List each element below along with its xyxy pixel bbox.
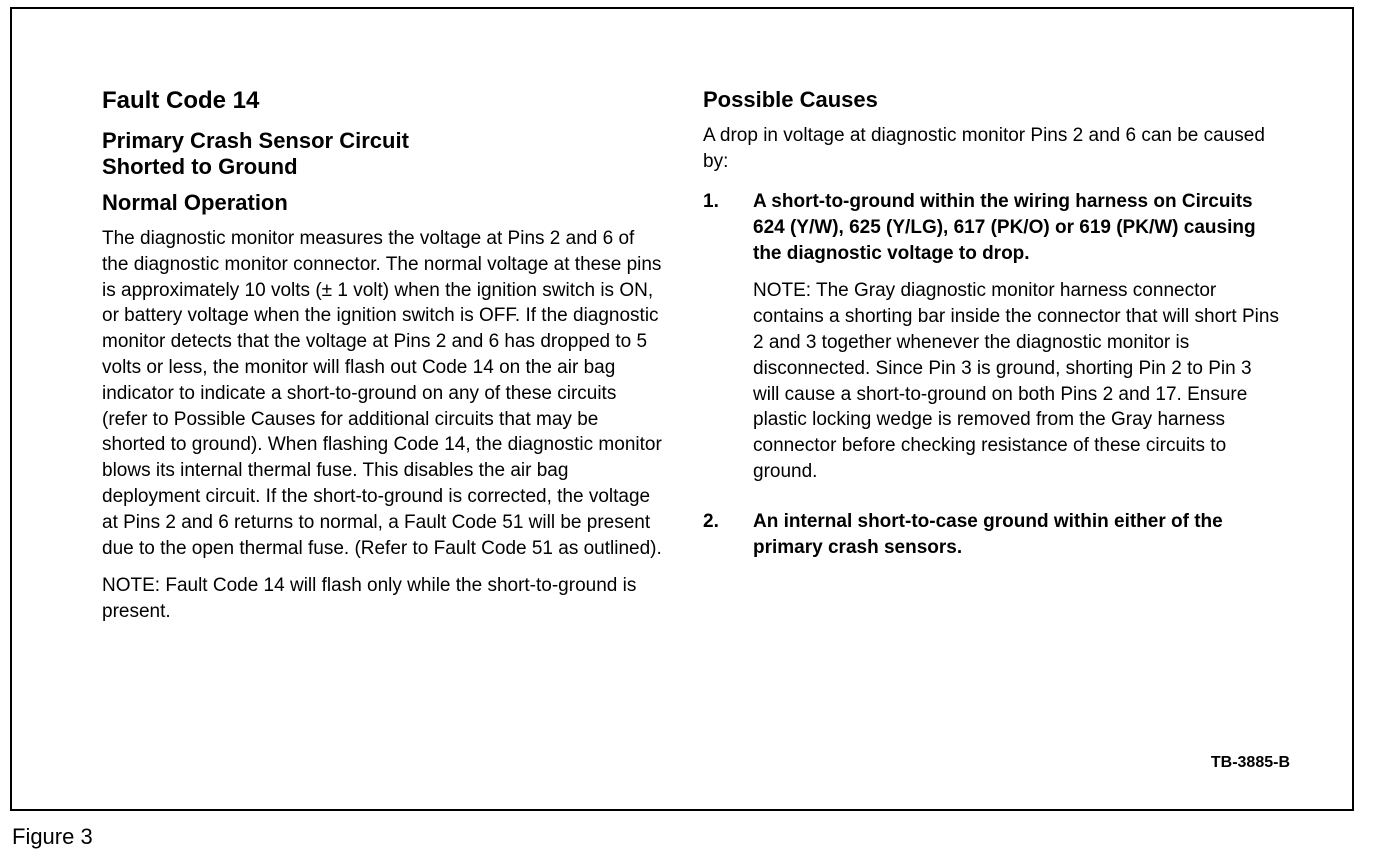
circuit-subtitle-line2: Shorted to Ground [102,153,298,179]
figure-caption: Figure 3 [12,824,93,849]
normal-operation-paragraph: The diagnostic monitor measures the voltage at Pins 2 and 6 of the diagnostic monitor connector. The normal voltage at these pins is approximately 10 volts (± 1 volt) when the ignition switch is ON, or battery voltage when the ignition switch is OFF. If the diagnostic monitor detects that the voltage at Pins 2 and 6 has dropped to 5 volts or less, the monitor will flash out Code 14 on the air bag indicator to indicate a short-to-ground on any of these circuits (refer to Possible Causes for additional circuits that may be shorted to ground). When flashing Code 14, the diagnostic monitor blows its internal thermal fuse. This disables the air bag deployment circuit. If the short-to-ground is corrected, the voltage at Pins 2 and 6 returns to normal, a Fault Code 51 will be present due to the open thermal fuse. (Refer to Fault Code 51 as outlined). [102,228,662,559]
normal-operation-heading: Normal Operation [102,189,288,215]
cause-text: An internal short-to-case ground within either of the primary crash sensors. [753,510,1223,558]
fault-code-title: Fault Code 14 [102,87,260,114]
reference-code: TB-3885-B [1210,754,1290,771]
cause-item-2 [703,509,1283,573]
circuit-subtitle-line1: Primary Crash Sensor Circuit [102,127,409,153]
cause-number: 1. [703,190,719,212]
possible-causes-intro: A drop in voltage at diagnostic monitor Pins 2 and 6 can be caused by: [703,125,1265,173]
left-column [102,87,662,637]
possible-causes-heading: Possible Causes [703,87,878,112]
cause-note: NOTE: The Gray diagnostic monitor harness connector contains a shorting bar inside the connector that will short Pins 2 and 3 together whenever the diagnostic monitor is disconnected. Since Pin 3 is ground, shorting Pin 2 to Pin 3 will cause a short-to-ground on both Pins 2 and 17. Ensure plastic locking wedge is removed from the Gray harness connector before checking resistance of these circuits to ground. [753,280,1279,482]
cause-item-1 [703,189,1283,495]
cause-text: A short-to-ground within the wiring harness on Circuits 624 (Y/W), 625 (Y/LG), 617 (PK/O) or 619 (PK/W) causing the diagnostic voltage to drop. [753,190,1256,264]
figure-frame [10,7,1354,811]
fault-code-note: NOTE: Fault Code 14 will flash only while the short-to-ground is present. [102,575,637,623]
cause-number: 2. [703,510,719,532]
right-column [703,87,1283,586]
circuit-subtitle [102,128,662,180]
